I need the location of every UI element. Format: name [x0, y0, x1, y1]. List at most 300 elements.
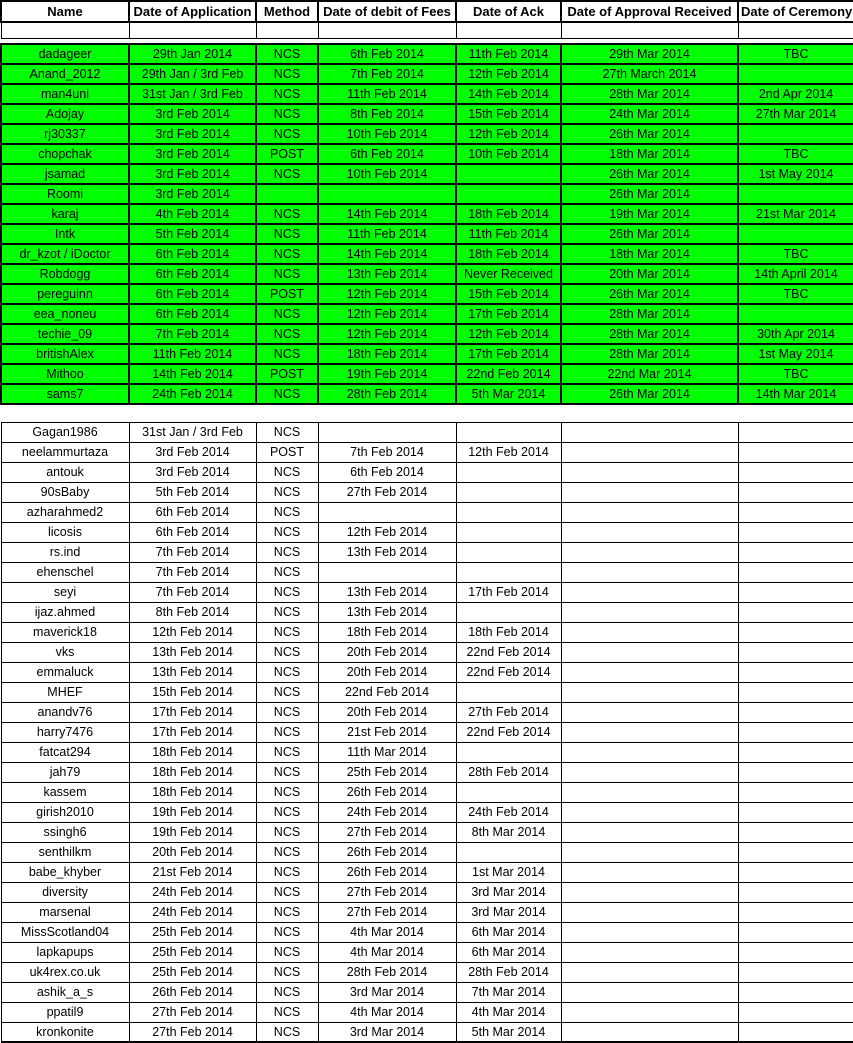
cell-approval[interactable]: [561, 982, 738, 1002]
cell-application[interactable]: 7th Feb 2014: [129, 582, 256, 602]
cell-ack[interactable]: 4th Mar 2014: [456, 1002, 561, 1022]
cell-ceremony[interactable]: 2nd Apr 2014: [738, 84, 853, 104]
cell-debit[interactable]: 25th Feb 2014: [318, 762, 456, 782]
cell-application[interactable]: 5th Feb 2014: [129, 482, 256, 502]
cell-application[interactable]: 14th Feb 2014: [129, 364, 256, 384]
cell-approval[interactable]: 26th Mar 2014: [561, 224, 738, 244]
cell-method[interactable]: NCS: [256, 224, 318, 244]
cell-ceremony[interactable]: [738, 802, 853, 822]
cell-ack[interactable]: [456, 164, 561, 184]
cell-ack[interactable]: Never Received: [456, 264, 561, 284]
cell-application[interactable]: [129, 22, 256, 38]
cell-name[interactable]: babe_khyber: [1, 862, 129, 882]
cell-method[interactable]: NCS: [256, 1002, 318, 1022]
cell-debit[interactable]: 4th Mar 2014: [318, 942, 456, 962]
cell-name[interactable]: ashik_a_s: [1, 982, 129, 1002]
cell-name[interactable]: Mithoo: [1, 364, 129, 384]
cell-name[interactable]: antouk: [1, 462, 129, 482]
cell-application[interactable]: 3rd Feb 2014: [129, 124, 256, 144]
cell-application[interactable]: 3rd Feb 2014: [129, 104, 256, 124]
cell-approval[interactable]: [561, 642, 738, 662]
cell-approval[interactable]: [561, 842, 738, 862]
cell-ack[interactable]: 22nd Feb 2014: [456, 364, 561, 384]
cell-debit[interactable]: 4th Mar 2014: [318, 922, 456, 942]
cell-debit[interactable]: 27th Feb 2014: [318, 822, 456, 842]
cell-ceremony[interactable]: [738, 922, 853, 942]
cell-ceremony[interactable]: [738, 902, 853, 922]
cell-method[interactable]: NCS: [256, 244, 318, 264]
cell-debit[interactable]: 12th Feb 2014: [318, 304, 456, 324]
cell-name[interactable]: marsenal: [1, 902, 129, 922]
cell-approval[interactable]: [561, 22, 738, 38]
cell-method[interactable]: NCS: [256, 344, 318, 364]
cell-ack[interactable]: 3rd Mar 2014: [456, 882, 561, 902]
cell-ceremony[interactable]: [738, 1002, 853, 1022]
cell-approval[interactable]: [561, 582, 738, 602]
cell-ack[interactable]: 15th Feb 2014: [456, 284, 561, 304]
cell-application[interactable]: 27th Feb 2014: [129, 1022, 256, 1042]
cell-name[interactable]: MissScotland04: [1, 922, 129, 942]
cell-approval[interactable]: 18th Mar 2014: [561, 144, 738, 164]
cell-method[interactable]: NCS: [256, 324, 318, 344]
cell-ack[interactable]: 8th Mar 2014: [456, 822, 561, 842]
cell-application[interactable]: 24th Feb 2014: [129, 902, 256, 922]
cell-ceremony[interactable]: [738, 642, 853, 662]
cell-approval[interactable]: [561, 882, 738, 902]
cell-method[interactable]: NCS: [256, 264, 318, 284]
cell-application[interactable]: 18th Feb 2014: [129, 782, 256, 802]
cell-name[interactable]: Adojay: [1, 104, 129, 124]
cell-approval[interactable]: 26th Mar 2014: [561, 184, 738, 204]
cell-method[interactable]: NCS: [256, 1022, 318, 1042]
cell-name[interactable]: licosis: [1, 522, 129, 542]
cell-application[interactable]: 6th Feb 2014: [129, 304, 256, 324]
cell-debit[interactable]: 3rd Mar 2014: [318, 982, 456, 1002]
cell-ceremony[interactable]: [738, 582, 853, 602]
cell-debit[interactable]: 26th Feb 2014: [318, 782, 456, 802]
cell-approval[interactable]: [561, 782, 738, 802]
cell-ack[interactable]: [456, 502, 561, 522]
cell-application[interactable]: 8th Feb 2014: [129, 602, 256, 622]
cell-ack[interactable]: 5th Mar 2014: [456, 1022, 561, 1042]
cell-ceremony[interactable]: [738, 64, 853, 84]
column-header-ack[interactable]: Date of Ack: [456, 1, 561, 22]
cell-debit[interactable]: 13th Feb 2014: [318, 602, 456, 622]
cell-method[interactable]: NCS: [256, 562, 318, 582]
cell-ceremony[interactable]: TBC: [738, 144, 853, 164]
cell-ack[interactable]: 7th Mar 2014: [456, 982, 561, 1002]
cell-name[interactable]: harry7476: [1, 722, 129, 742]
cell-ceremony[interactable]: [738, 822, 853, 842]
cell-ack[interactable]: 12th Feb 2014: [456, 124, 561, 144]
cell-approval[interactable]: [561, 442, 738, 462]
cell-application[interactable]: 3rd Feb 2014: [129, 164, 256, 184]
cell-application[interactable]: 7th Feb 2014: [129, 542, 256, 562]
cell-application[interactable]: 27th Feb 2014: [129, 1002, 256, 1022]
cell-method[interactable]: POST: [256, 284, 318, 304]
cell-ack[interactable]: [456, 22, 561, 38]
cell-method[interactable]: NCS: [256, 602, 318, 622]
cell-application[interactable]: 21st Feb 2014: [129, 862, 256, 882]
cell-method[interactable]: NCS: [256, 582, 318, 602]
cell-debit[interactable]: 6th Feb 2014: [318, 462, 456, 482]
cell-ack[interactable]: 28th Feb 2014: [456, 762, 561, 782]
cell-method[interactable]: NCS: [256, 84, 318, 104]
cell-ack[interactable]: 18th Feb 2014: [456, 622, 561, 642]
cell-application[interactable]: 17th Feb 2014: [129, 702, 256, 722]
cell-ceremony[interactable]: 14th April 2014: [738, 264, 853, 284]
cell-approval[interactable]: 26th Mar 2014: [561, 284, 738, 304]
cell-debit[interactable]: 6th Feb 2014: [318, 44, 456, 64]
cell-ceremony[interactable]: [738, 982, 853, 1002]
cell-ceremony[interactable]: [738, 702, 853, 722]
cell-method[interactable]: NCS: [256, 482, 318, 502]
cell-method[interactable]: NCS: [256, 722, 318, 742]
cell-ack[interactable]: [456, 602, 561, 622]
cell-approval[interactable]: 28th Mar 2014: [561, 344, 738, 364]
cell-approval[interactable]: [561, 622, 738, 642]
cell-method[interactable]: NCS: [256, 384, 318, 404]
cell-ceremony[interactable]: [738, 882, 853, 902]
cell-name[interactable]: pereguinn: [1, 284, 129, 304]
cell-approval[interactable]: 29th Mar 2014: [561, 44, 738, 64]
cell-application[interactable]: 17th Feb 2014: [129, 722, 256, 742]
cell-approval[interactable]: 24th Mar 2014: [561, 104, 738, 124]
cell-name[interactable]: emmaluck: [1, 662, 129, 682]
cell-debit[interactable]: 12th Feb 2014: [318, 522, 456, 542]
cell-ceremony[interactable]: [738, 862, 853, 882]
cell-method[interactable]: NCS: [256, 204, 318, 224]
cell-method[interactable]: NCS: [256, 164, 318, 184]
cell-approval[interactable]: [561, 942, 738, 962]
cell-approval[interactable]: [561, 862, 738, 882]
cell-ack[interactable]: 17th Feb 2014: [456, 344, 561, 364]
cell-name[interactable]: Gagan1986: [1, 422, 129, 442]
cell-ack[interactable]: 18th Feb 2014: [456, 204, 561, 224]
cell-name[interactable]: 90sBaby: [1, 482, 129, 502]
cell-name[interactable]: uk4rex.co.uk: [1, 962, 129, 982]
cell-approval[interactable]: [561, 962, 738, 982]
cell-approval[interactable]: [561, 542, 738, 562]
cell-ack[interactable]: [456, 522, 561, 542]
cell-application[interactable]: 6th Feb 2014: [129, 284, 256, 304]
cell-name[interactable]: chopchak: [1, 144, 129, 164]
cell-ceremony[interactable]: [738, 742, 853, 762]
cell-method[interactable]: NCS: [256, 862, 318, 882]
cell-ceremony[interactable]: TBC: [738, 284, 853, 304]
cell-approval[interactable]: [561, 502, 738, 522]
cell-ack[interactable]: 14th Feb 2014: [456, 84, 561, 104]
cell-ceremony[interactable]: [738, 422, 853, 442]
cell-ceremony[interactable]: [738, 522, 853, 542]
cell-name[interactable]: sams7: [1, 384, 129, 404]
cell-ack[interactable]: [456, 422, 561, 442]
cell-debit[interactable]: 14th Feb 2014: [318, 204, 456, 224]
cell-name[interactable]: rs.ind: [1, 542, 129, 562]
cell-ceremony[interactable]: 30th Apr 2014: [738, 324, 853, 344]
cell-application[interactable]: 13th Feb 2014: [129, 642, 256, 662]
cell-approval[interactable]: [561, 1022, 738, 1042]
cell-ceremony[interactable]: [738, 502, 853, 522]
cell-debit[interactable]: 4th Mar 2014: [318, 1002, 456, 1022]
cell-debit[interactable]: 8th Feb 2014: [318, 104, 456, 124]
cell-ceremony[interactable]: [738, 304, 853, 324]
cell-application[interactable]: 7th Feb 2014: [129, 324, 256, 344]
cell-name[interactable]: azharahmed2: [1, 502, 129, 522]
cell-debit[interactable]: [318, 184, 456, 204]
cell-debit[interactable]: 13th Feb 2014: [318, 582, 456, 602]
cell-debit[interactable]: 18th Feb 2014: [318, 622, 456, 642]
cell-method[interactable]: NCS: [256, 502, 318, 522]
cell-ack[interactable]: 12th Feb 2014: [456, 324, 561, 344]
cell-approval[interactable]: [561, 922, 738, 942]
cell-name[interactable]: kronkonite: [1, 1022, 129, 1042]
cell-debit[interactable]: [318, 502, 456, 522]
cell-approval[interactable]: 26th Mar 2014: [561, 164, 738, 184]
cell-ceremony[interactable]: [738, 942, 853, 962]
cell-method[interactable]: NCS: [256, 422, 318, 442]
cell-debit[interactable]: [318, 562, 456, 582]
cell-application[interactable]: 4th Feb 2014: [129, 204, 256, 224]
cell-method[interactable]: NCS: [256, 942, 318, 962]
cell-name[interactable]: ehenschel: [1, 562, 129, 582]
cell-approval[interactable]: [561, 742, 738, 762]
cell-application[interactable]: 31st Jan / 3rd Feb: [129, 422, 256, 442]
cell-debit[interactable]: 27th Feb 2014: [318, 902, 456, 922]
cell-method[interactable]: NCS: [256, 662, 318, 682]
cell-method[interactable]: POST: [256, 364, 318, 384]
cell-approval[interactable]: 28th Mar 2014: [561, 324, 738, 344]
cell-ack[interactable]: 1st Mar 2014: [456, 862, 561, 882]
cell-application[interactable]: 7th Feb 2014: [129, 562, 256, 582]
cell-ceremony[interactable]: 1st May 2014: [738, 164, 853, 184]
cell-application[interactable]: 12th Feb 2014: [129, 622, 256, 642]
cell-debit[interactable]: 28th Feb 2014: [318, 384, 456, 404]
cell-debit[interactable]: 13th Feb 2014: [318, 264, 456, 284]
cell-approval[interactable]: [561, 682, 738, 702]
cell-application[interactable]: 25th Feb 2014: [129, 922, 256, 942]
cell-ceremony[interactable]: [738, 462, 853, 482]
cell-ceremony[interactable]: [738, 224, 853, 244]
cell-method[interactable]: NCS: [256, 842, 318, 862]
cell-ceremony[interactable]: [738, 124, 853, 144]
cell-ack[interactable]: [456, 462, 561, 482]
cell-ack[interactable]: 22nd Feb 2014: [456, 722, 561, 742]
cell-ceremony[interactable]: [738, 442, 853, 462]
cell-method[interactable]: NCS: [256, 64, 318, 84]
cell-debit[interactable]: 12th Feb 2014: [318, 284, 456, 304]
cell-approval[interactable]: 28th Mar 2014: [561, 84, 738, 104]
cell-name[interactable]: girish2010: [1, 802, 129, 822]
column-header-approval[interactable]: Date of Approval Received: [561, 1, 738, 22]
cell-application[interactable]: 24th Feb 2014: [129, 882, 256, 902]
cell-ceremony[interactable]: [738, 184, 853, 204]
cell-debit[interactable]: 20th Feb 2014: [318, 702, 456, 722]
cell-debit[interactable]: 7th Feb 2014: [318, 64, 456, 84]
cell-approval[interactable]: 22nd Mar 2014: [561, 364, 738, 384]
cell-name[interactable]: jah79: [1, 762, 129, 782]
cell-ack[interactable]: [456, 542, 561, 562]
cell-name[interactable]: dadageer: [1, 44, 129, 64]
cell-ack[interactable]: 17th Feb 2014: [456, 582, 561, 602]
cell-application[interactable]: 31st Jan / 3rd Feb: [129, 84, 256, 104]
cell-approval[interactable]: [561, 822, 738, 842]
cell-name[interactable]: kassem: [1, 782, 129, 802]
cell-ack[interactable]: 5th Mar 2014: [456, 384, 561, 404]
cell-method[interactable]: NCS: [256, 522, 318, 542]
cell-application[interactable]: 25th Feb 2014: [129, 962, 256, 982]
cell-debit[interactable]: 13th Feb 2014: [318, 542, 456, 562]
cell-debit[interactable]: 3rd Mar 2014: [318, 1022, 456, 1042]
cell-ceremony[interactable]: [738, 682, 853, 702]
cell-name[interactable]: man4uni: [1, 84, 129, 104]
cell-debit[interactable]: 26th Feb 2014: [318, 862, 456, 882]
cell-method[interactable]: POST: [256, 442, 318, 462]
cell-debit[interactable]: 7th Feb 2014: [318, 442, 456, 462]
cell-method[interactable]: NCS: [256, 762, 318, 782]
cell-method[interactable]: NCS: [256, 304, 318, 324]
cell-ack[interactable]: 6th Mar 2014: [456, 922, 561, 942]
cell-application[interactable]: 11th Feb 2014: [129, 344, 256, 364]
cell-ceremony[interactable]: [738, 662, 853, 682]
cell-debit[interactable]: 21st Feb 2014: [318, 722, 456, 742]
cell-ack[interactable]: 11th Feb 2014: [456, 224, 561, 244]
cell-ack[interactable]: 12th Feb 2014: [456, 64, 561, 84]
cell-name[interactable]: techie_09: [1, 324, 129, 344]
cell-application[interactable]: 15th Feb 2014: [129, 682, 256, 702]
cell-approval[interactable]: [561, 802, 738, 822]
cell-name[interactable]: dr_kzot / iDoctor: [1, 244, 129, 264]
cell-approval[interactable]: 18th Mar 2014: [561, 244, 738, 264]
cell-approval[interactable]: [561, 1002, 738, 1022]
cell-ceremony[interactable]: [738, 622, 853, 642]
cell-approval[interactable]: [561, 762, 738, 782]
cell-application[interactable]: 6th Feb 2014: [129, 502, 256, 522]
cell-approval[interactable]: [561, 562, 738, 582]
cell-application[interactable]: 5th Feb 2014: [129, 224, 256, 244]
cell-ceremony[interactable]: [738, 22, 853, 38]
cell-debit[interactable]: 18th Feb 2014: [318, 344, 456, 364]
cell-method[interactable]: NCS: [256, 962, 318, 982]
cell-application[interactable]: 13th Feb 2014: [129, 662, 256, 682]
cell-name[interactable]: senthilkm: [1, 842, 129, 862]
cell-application[interactable]: 19th Feb 2014: [129, 822, 256, 842]
cell-ceremony[interactable]: [738, 562, 853, 582]
cell-ceremony[interactable]: [738, 1022, 853, 1042]
cell-ack[interactable]: 17th Feb 2014: [456, 304, 561, 324]
cell-ceremony[interactable]: [738, 962, 853, 982]
cell-application[interactable]: 24th Feb 2014: [129, 384, 256, 404]
cell-debit[interactable]: 22nd Feb 2014: [318, 682, 456, 702]
cell-ceremony[interactable]: [738, 762, 853, 782]
cell-ack[interactable]: [456, 184, 561, 204]
cell-method[interactable]: NCS: [256, 922, 318, 942]
cell-name[interactable]: ssingh6: [1, 822, 129, 842]
cell-approval[interactable]: 20th Mar 2014: [561, 264, 738, 284]
cell-method[interactable]: NCS: [256, 124, 318, 144]
cell-ceremony[interactable]: [738, 842, 853, 862]
cell-name[interactable]: eea_noneu: [1, 304, 129, 324]
column-header-ceremony[interactable]: Date of Ceremony: [738, 1, 853, 22]
cell-application[interactable]: 3rd Feb 2014: [129, 442, 256, 462]
cell-ack[interactable]: 22nd Feb 2014: [456, 662, 561, 682]
column-header-debit[interactable]: Date of debit of Fees: [318, 1, 456, 22]
cell-method[interactable]: NCS: [256, 982, 318, 1002]
cell-ack[interactable]: 27th Feb 2014: [456, 702, 561, 722]
cell-ceremony[interactable]: [738, 782, 853, 802]
cell-approval[interactable]: [561, 602, 738, 622]
cell-name[interactable]: MHEF: [1, 682, 129, 702]
cell-debit[interactable]: 28th Feb 2014: [318, 962, 456, 982]
cell-method[interactable]: NCS: [256, 462, 318, 482]
cell-debit[interactable]: 27th Feb 2014: [318, 482, 456, 502]
cell-method[interactable]: NCS: [256, 642, 318, 662]
cell-ceremony[interactable]: 14th Mar 2014: [738, 384, 853, 404]
cell-ack[interactable]: [456, 482, 561, 502]
cell-name[interactable]: jsamad: [1, 164, 129, 184]
cell-application[interactable]: 18th Feb 2014: [129, 762, 256, 782]
cell-name[interactable]: Intk: [1, 224, 129, 244]
cell-approval[interactable]: [561, 422, 738, 442]
cell-application[interactable]: 29th Jan / 3rd Feb: [129, 64, 256, 84]
cell-approval[interactable]: [561, 702, 738, 722]
cell-name[interactable]: seyi: [1, 582, 129, 602]
cell-method[interactable]: NCS: [256, 822, 318, 842]
cell-debit[interactable]: 20th Feb 2014: [318, 642, 456, 662]
cell-ceremony[interactable]: 1st May 2014: [738, 344, 853, 364]
cell-approval[interactable]: 26th Mar 2014: [561, 124, 738, 144]
cell-ceremony[interactable]: [738, 602, 853, 622]
cell-approval[interactable]: [561, 522, 738, 542]
cell-approval[interactable]: 19th Mar 2014: [561, 204, 738, 224]
cell-ceremony[interactable]: [738, 722, 853, 742]
cell-application[interactable]: 6th Feb 2014: [129, 244, 256, 264]
cell-debit[interactable]: [318, 422, 456, 442]
cell-ack[interactable]: 28th Feb 2014: [456, 962, 561, 982]
cell-ack[interactable]: 12th Feb 2014: [456, 442, 561, 462]
cell-debit[interactable]: 14th Feb 2014: [318, 244, 456, 264]
cell-method[interactable]: NCS: [256, 44, 318, 64]
cell-name[interactable]: Anand_2012: [1, 64, 129, 84]
cell-name[interactable]: anandv76: [1, 702, 129, 722]
cell-approval[interactable]: [561, 462, 738, 482]
cell-approval[interactable]: [561, 482, 738, 502]
cell-method[interactable]: NCS: [256, 882, 318, 902]
cell-ack[interactable]: 6th Mar 2014: [456, 942, 561, 962]
cell-name[interactable]: diversity: [1, 882, 129, 902]
cell-method[interactable]: NCS: [256, 902, 318, 922]
cell-application[interactable]: 29th Jan 2014: [129, 44, 256, 64]
cell-application[interactable]: 19th Feb 2014: [129, 802, 256, 822]
cell-approval[interactable]: [561, 662, 738, 682]
cell-application[interactable]: 26th Feb 2014: [129, 982, 256, 1002]
cell-ack[interactable]: [456, 682, 561, 702]
cell-name[interactable]: fatcat294: [1, 742, 129, 762]
cell-method[interactable]: NCS: [256, 682, 318, 702]
cell-approval[interactable]: 26th Mar 2014: [561, 384, 738, 404]
cell-method[interactable]: [256, 184, 318, 204]
cell-ack[interactable]: [456, 842, 561, 862]
cell-application[interactable]: 20th Feb 2014: [129, 842, 256, 862]
cell-name[interactable]: Roomi: [1, 184, 129, 204]
cell-ack[interactable]: 22nd Feb 2014: [456, 642, 561, 662]
cell-method[interactable]: NCS: [256, 702, 318, 722]
cell-ack[interactable]: [456, 562, 561, 582]
cell-method[interactable]: NCS: [256, 742, 318, 762]
cell-ceremony[interactable]: TBC: [738, 364, 853, 384]
cell-ack[interactable]: 18th Feb 2014: [456, 244, 561, 264]
cell-debit[interactable]: 12th Feb 2014: [318, 324, 456, 344]
